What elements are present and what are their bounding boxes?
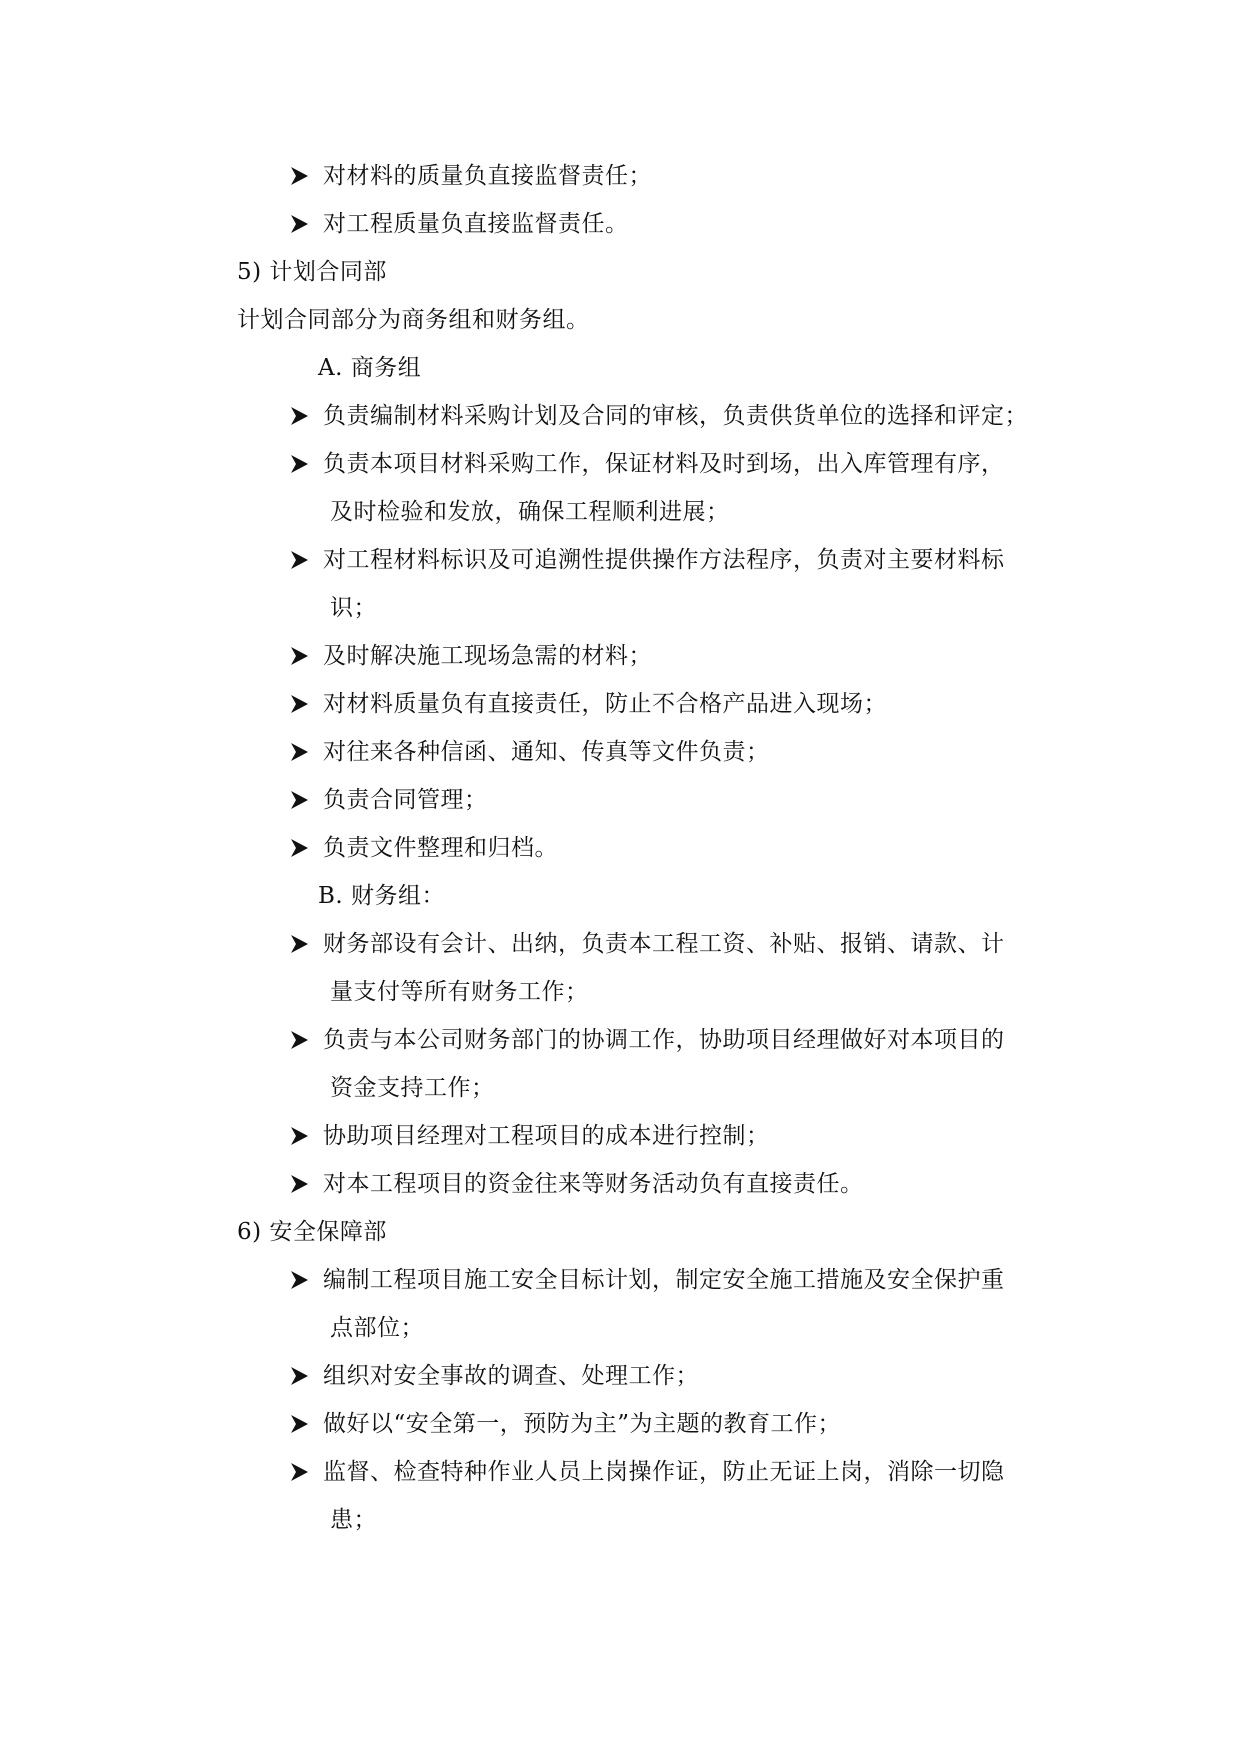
arrow-bullet-icon — [287, 212, 311, 236]
list-item-text: 做好以“安全第一，预防为主”为主题的教育工作； — [323, 1411, 842, 1437]
arrow-bullet-icon — [287, 548, 311, 572]
list-item — [287, 162, 652, 190]
list-item — [287, 1458, 1005, 1486]
arrow-bullet-icon — [287, 452, 311, 476]
list-item — [287, 210, 629, 238]
list-item-text: 负责与本公司财务部门的协调工作，协助项目经理做好对本项目的 — [323, 1027, 1005, 1053]
list-item — [287, 1026, 1005, 1054]
arrow-bullet-icon — [287, 788, 311, 812]
list-item-continuation: 识； — [330, 595, 377, 621]
list-item-text: 对工程材料标识及可追溯性提供操作方法程序，负责对主要材料标 — [323, 547, 1005, 573]
arrow-bullet-icon — [287, 1124, 311, 1148]
list-item-text: 负责文件整理和归档。 — [323, 835, 558, 861]
list-item-text: 负责编制材料采购计划及合同的审核，负责供货单位的选择和评定； — [323, 403, 1028, 429]
list-item-text: 对工程质量负直接监督责任。 — [323, 211, 629, 237]
list-item — [287, 786, 488, 814]
arrow-bullet-icon — [287, 404, 311, 428]
list-item — [287, 450, 1005, 478]
list-item-continuation: 及时检验和发放，确保工程顺利进展； — [330, 499, 730, 525]
section-intro: 计划合同部分为商务组和财务组。 — [237, 307, 590, 333]
list-item-text: 负责合同管理； — [323, 787, 488, 813]
list-item — [287, 642, 652, 670]
list-item-text: 对往来各种信函、通知、传真等文件负责； — [323, 739, 770, 765]
list-item-text: 及时解决施工现场急需的材料； — [323, 643, 652, 669]
list-item-text: 负责本项目材料采购工作，保证材料及时到场，出入库管理有序， — [323, 451, 1005, 477]
arrow-bullet-icon — [287, 1268, 311, 1292]
list-item-text: 财务部设有会计、出纳，负责本工程工资、补贴、报销、请款、计 — [323, 931, 1005, 957]
arrow-bullet-icon — [287, 1460, 311, 1484]
list-item-text: 对材料的质量负直接监督责任； — [323, 163, 652, 189]
list-item-continuation: 点部位； — [330, 1315, 424, 1341]
arrow-bullet-icon — [287, 932, 311, 956]
group-title: B. 财务组： — [318, 883, 446, 909]
arrow-bullet-icon — [287, 1364, 311, 1388]
list-item-text: 协助项目经理对工程项目的成本进行控制； — [323, 1123, 770, 1149]
section-heading: 6) 安全保障部 — [237, 1219, 387, 1245]
group-title: A. 商务组 — [318, 355, 422, 381]
list-item — [287, 1410, 841, 1438]
list-item-text: 对本工程项目的资金往来等财务活动负有直接责任。 — [323, 1171, 864, 1197]
list-item — [287, 546, 1005, 574]
list-item — [287, 834, 558, 862]
list-item-text: 组织对安全事故的调查、处理工作； — [323, 1363, 699, 1389]
arrow-bullet-icon — [287, 836, 311, 860]
list-item — [287, 1362, 699, 1390]
list-item — [287, 1170, 864, 1198]
arrow-bullet-icon — [287, 164, 311, 188]
arrow-bullet-icon — [287, 1412, 311, 1436]
list-item-continuation: 量支付等所有财务工作； — [330, 979, 589, 1005]
arrow-bullet-icon — [287, 644, 311, 668]
section-heading: 5) 计划合同部 — [237, 259, 387, 285]
list-item — [287, 1266, 1005, 1294]
list-item-text: 对材料质量负有直接责任，防止不合格产品进入现场； — [323, 691, 887, 717]
list-item — [287, 690, 887, 718]
list-item-text: 监督、检查特种作业人员上岗操作证，防止无证上岗，消除一切隐 — [323, 1459, 1005, 1485]
arrow-bullet-icon — [287, 740, 311, 764]
arrow-bullet-icon — [287, 1028, 311, 1052]
list-item — [287, 930, 1005, 958]
list-item-text: 编制工程项目施工安全目标计划，制定安全施工措施及安全保护重 — [323, 1267, 1005, 1293]
list-item-continuation: 患； — [330, 1507, 377, 1533]
list-item — [287, 402, 1028, 430]
list-item — [287, 1122, 770, 1150]
list-item — [287, 738, 770, 766]
list-item-continuation: 资金支持工作； — [330, 1075, 495, 1101]
arrow-bullet-icon — [287, 692, 311, 716]
arrow-bullet-icon — [287, 1172, 311, 1196]
